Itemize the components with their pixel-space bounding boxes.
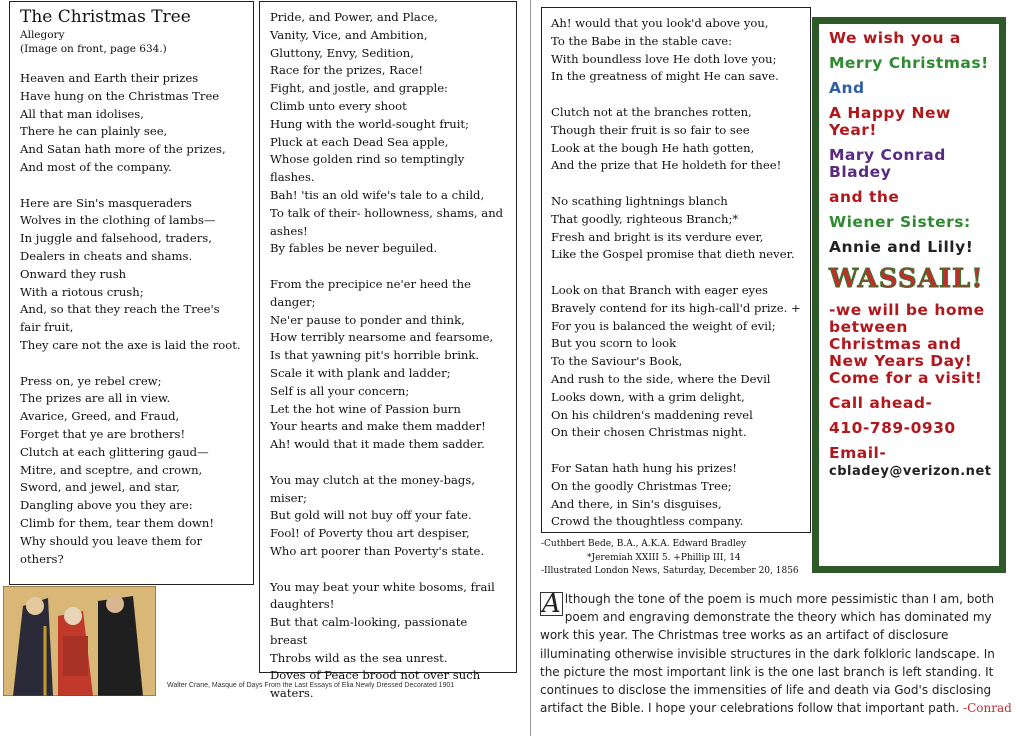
poem-line: Fool! of Poverty thou art despiser,: [270, 526, 470, 541]
poem-line: On his children's maddening revel: [551, 407, 753, 422]
poem-stanza: [20, 70, 243, 177]
phone-number: 410-789-0930: [829, 419, 956, 437]
card-line: Merry Christmas!: [829, 54, 989, 72]
poem-line: Who art poorer than Poverty's state.: [270, 543, 485, 558]
poem-line: Forget that ye are brothers!: [20, 426, 186, 441]
poem-column-3: [541, 7, 811, 533]
stanza-list: [20, 70, 243, 568]
poem-line: Bravely contend for its high-call'd prize. +: [551, 300, 801, 315]
poem-line: To talk of their- hollowness, shams, and ashes!: [270, 205, 504, 238]
poem-stanza: [270, 9, 506, 258]
poem-line: Climb unto every shoot: [270, 98, 407, 113]
essay-text: lthough the tone of the poem is much more pessimistic than I am, both poem and engraving demonstrate the theory which has dominated my work this year. The Christmas tree works as an artifact of disclosure illuminating otherwise invisible structures in the dark folkloric landscape. In the picture the most important link is the one last branch is left standing. It continues to disclose the immensities of life and death via God's disclosing artifact the Bible. I hope your celebrations follow that important path.: [540, 592, 995, 716]
poem-line: But that calm-looking, passionate breast: [270, 615, 468, 647]
poem-subtitle: Allegory: [20, 29, 65, 41]
poem-line: Wolves in the clothing of lambs—: [20, 213, 216, 228]
poem-line: And most of the company.: [20, 159, 172, 174]
card-line: Wiener Sisters:: [829, 213, 971, 231]
poem-line: Let the hot wine of Passion burn: [270, 401, 461, 416]
poem-line: Here are Sin's masqueraders: [20, 195, 192, 210]
poem-line: Clutch at each glittering gaud—: [20, 444, 209, 459]
poem-line: But you scorn to look: [551, 336, 677, 351]
poem-line: Self is all your concern;: [270, 383, 410, 398]
poem-line: Though their fruit is so fair to see: [551, 122, 750, 137]
card-line: We wish you a: [829, 29, 961, 47]
essay-paragraph: [540, 590, 1018, 717]
poem-line: Clutch not at the branches rotten,: [551, 104, 752, 119]
poem-line: Why should you leave them for others?: [20, 533, 203, 566]
poem-line: Onward they rush: [20, 266, 127, 281]
poem-line: Avarice, Greed, and Fraud,: [20, 409, 180, 424]
column-divider: [530, 0, 531, 736]
reference-line: -Cuthbert Bede, B.A., A.K.A. Edward Bradley: [541, 539, 747, 549]
home-note: -we will be home between Christmas and New Years Day! Come for a visit!: [829, 301, 985, 387]
poem-line: For Satan hath hung his prizes!: [551, 460, 737, 475]
poem-line: Climb for them, tear them down!: [20, 515, 215, 530]
poem-line: Dangling above you they are:: [20, 498, 193, 513]
masque-of-days-illustration: [3, 586, 156, 696]
poem-line: Your hearts and make them madder!: [270, 419, 486, 434]
wassail-heading: WASSAIL!: [829, 264, 984, 294]
poem-line: Ah! would that you look'd above you,: [551, 16, 769, 30]
poem-line: And there, in Sin's disguises,: [551, 496, 722, 511]
poem-stanza: [20, 195, 243, 355]
poem-line: Whose golden rind so temptingly flashes.: [270, 152, 465, 185]
poem-line: How terribly nearsome and fearsome,: [270, 330, 494, 345]
poem-line: Heaven and Earth their prizes: [20, 71, 199, 85]
poem-line: With boundless love He doth love you;: [551, 51, 777, 66]
poem-line: Fight, and jostle, and grapple:: [270, 81, 448, 96]
poem-line: Press on, ye rebel crew;: [20, 373, 162, 388]
call-label: Call ahead-: [829, 394, 933, 412]
poem-line: And the prize that He holdeth for thee!: [551, 158, 782, 173]
illustration-image: [3, 586, 156, 696]
stanza-list: [270, 9, 506, 703]
poem-stanza: [551, 15, 801, 86]
email-label: Email-: [829, 444, 887, 462]
poem-stanza: [551, 282, 801, 442]
stanza-list: [551, 15, 801, 531]
poem-line: By fables be never beguiled.: [270, 241, 438, 256]
poem-line: That goodly, righteous Branch;*: [551, 211, 739, 226]
image-caption: Walter Crane, Masque of Days From the Last Essays of Elia Newly Dressed Decorated 1901: [167, 682, 455, 689]
poem-line: No scathing lightnings blanch: [551, 193, 728, 208]
card-line: A Happy New Year!: [829, 104, 951, 139]
poem-line: You may beat your white bosoms, frail daughters!: [270, 579, 495, 612]
poem-line: And Satan hath more of the prizes,: [20, 142, 226, 157]
poem-line: Is that yawning pit's horrible brink.: [270, 348, 480, 363]
poem-line: From the precipice ne'er heed the danger;: [270, 276, 471, 309]
poem-line: And, so that they reach the Tree's fair fruit,: [20, 302, 220, 335]
poem-line: Pride, and Power, and Place,: [270, 10, 438, 24]
poem-line: Ah! would that it made them sadder.: [270, 437, 485, 452]
reference-line: *Jeremiah XXIII 5. +Phillip III, 14: [587, 552, 741, 563]
poem-line: Like the Gospel promise that dieth never.: [551, 247, 795, 262]
poem-line: In the greatness of might He can save.: [551, 69, 779, 84]
poem-line: Scale it with plank and ladder;: [270, 365, 451, 380]
poem-line: Crowd the thoughtless company.: [551, 514, 744, 529]
poem-line: Throbs wild as the sea unrest.: [270, 650, 448, 665]
card-line: Mary Conrad Bladey: [829, 146, 946, 181]
card-line: And: [829, 79, 865, 97]
essay-signoff: -Conrad: [963, 701, 1012, 716]
poem-line: With a riotous crush;: [20, 284, 144, 299]
poem-line: Look on that Branch with eager eyes: [551, 282, 768, 297]
poem-line: Ne'er pause to ponder and think,: [270, 312, 465, 327]
poem-line: But gold will not buy off your fate.: [270, 508, 472, 523]
poem-line: You may clutch at the money-bags, miser;: [270, 472, 475, 505]
poem-line: To the Saviour's Book,: [551, 354, 683, 369]
poem-line: Doves of Peace brood not over such waters.: [270, 668, 481, 701]
poem-line: In juggle and falsehood, traders,: [20, 231, 212, 246]
poem-column-1: [9, 1, 254, 585]
card-line: Annie and Lilly!: [829, 238, 974, 256]
poem-line: On the goodly Christmas Tree;: [551, 478, 732, 493]
poem-line: Bah! 'tis an old wife's tale to a child,: [270, 187, 485, 202]
poem-line: Have hung on the Christmas Tree: [20, 88, 220, 103]
poem-line: There he can plainly see,: [20, 124, 168, 139]
poem-line: And rush to the side, where the Devil: [551, 371, 771, 386]
email-address: cbladey@verizon.net: [829, 464, 992, 479]
poem-stanza: [551, 104, 801, 175]
poem-line: Looks down, with a grim delight,: [551, 389, 745, 404]
poem-line: For you is balanced the weight of evil;: [551, 318, 776, 333]
poem-line: Mitre, and sceptre, and crown,: [20, 462, 203, 477]
poem-line: All that man idolises,: [20, 106, 144, 121]
poem-stanza: [270, 472, 506, 561]
poem-line: Race for the prizes, Race!: [270, 63, 424, 78]
poem-line: Dealers in cheats and shams.: [20, 248, 193, 263]
poem-stanza: [551, 460, 801, 531]
poem-stanza: [551, 193, 801, 264]
poem-title: The Christmas Tree: [20, 7, 191, 27]
poem-line: Sword, and jewel, and star,: [20, 480, 180, 495]
poem-line: Look at the bough He hath gotten,: [551, 140, 755, 155]
poem-line: Fresh and bright is its verdure ever,: [551, 229, 764, 244]
essay-dropcap: A: [542, 589, 561, 619]
poem-line: Hung with the world-sought fruit;: [270, 116, 469, 131]
poem-line: On their chosen Christmas night.: [551, 425, 747, 440]
poem-line: Gluttony, Envy, Sedition,: [270, 45, 414, 60]
poem-line: To the Babe in the stable cave:: [551, 33, 733, 48]
card-line: and the: [829, 188, 900, 206]
poem-references: [541, 538, 799, 579]
poem-line: Pluck at each Dead Sea apple,: [270, 134, 449, 149]
greeting-card: [812, 17, 1006, 573]
poem-line: They care not the axe is laid the root.: [20, 337, 241, 352]
poem-stanza: [20, 373, 243, 569]
reference-line: -Illustrated London News, Saturday, December 20, 1856: [541, 566, 799, 576]
poem-line: The prizes are all in view.: [20, 391, 171, 406]
poem-stanza: [270, 276, 506, 454]
poem-line: Vanity, Vice, and Ambition,: [270, 27, 428, 42]
image-note: (Image on front, page 634.): [20, 43, 167, 55]
